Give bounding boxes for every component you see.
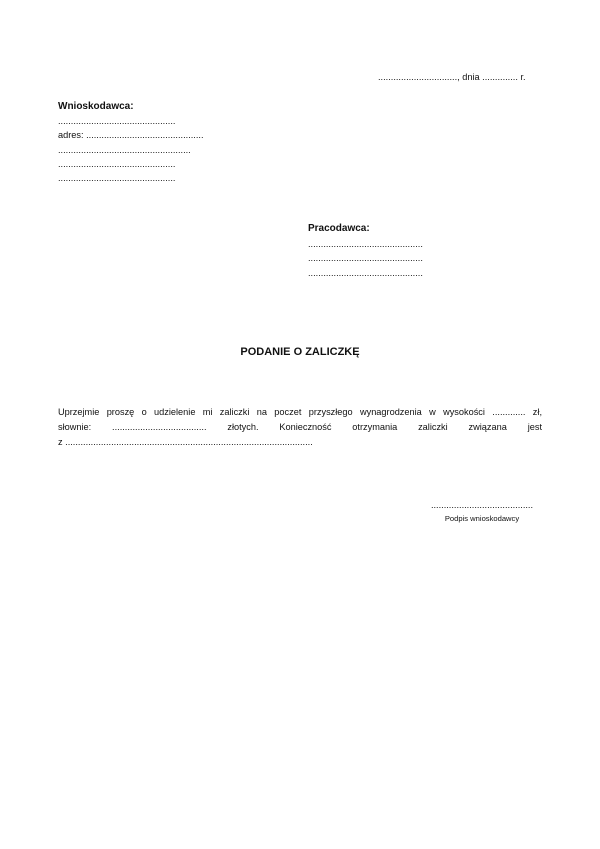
body-line-2: słownie: ..................................... złotych. Konieczność otrzymania zaliczki związana jest <box>58 422 542 432</box>
signature-line: ........................................ <box>430 500 534 510</box>
employer-line-3: ............................................. <box>308 267 423 278</box>
body-line-1: Uprzejmie proszę o udzielenie mi zaliczki na poczet przyszłego wynagrodzenia w wysokości ............. zł, <box>58 407 542 417</box>
employer-line-1: ............................................. <box>308 239 423 249</box>
place-date-line: ..............................., dnia .............. r. <box>378 72 526 82</box>
applicant-block <box>58 101 204 185</box>
employer-block <box>308 223 423 280</box>
applicant-address-line-3: .............................................. <box>58 158 176 169</box>
signature-caption: Podpis wnioskodawcy <box>444 514 520 523</box>
body-line-3: z ................................................................................................. <box>58 437 313 447</box>
request-body <box>58 405 542 450</box>
signature-block <box>412 498 552 523</box>
employer-line-2: ............................................. <box>308 253 423 264</box>
applicant-address-line: adres: .............................................. <box>58 130 204 141</box>
employer-label: Pracodawca: <box>308 223 370 234</box>
document-title: PODANIE O ZALICZKĘ <box>240 346 360 358</box>
applicant-address-line-2: .................................................... <box>58 144 191 155</box>
applicant-address-line-4: .............................................. <box>58 173 176 184</box>
applicant-label: Wnioskodawca: <box>58 101 134 112</box>
applicant-name-line: .............................................. <box>58 116 176 126</box>
